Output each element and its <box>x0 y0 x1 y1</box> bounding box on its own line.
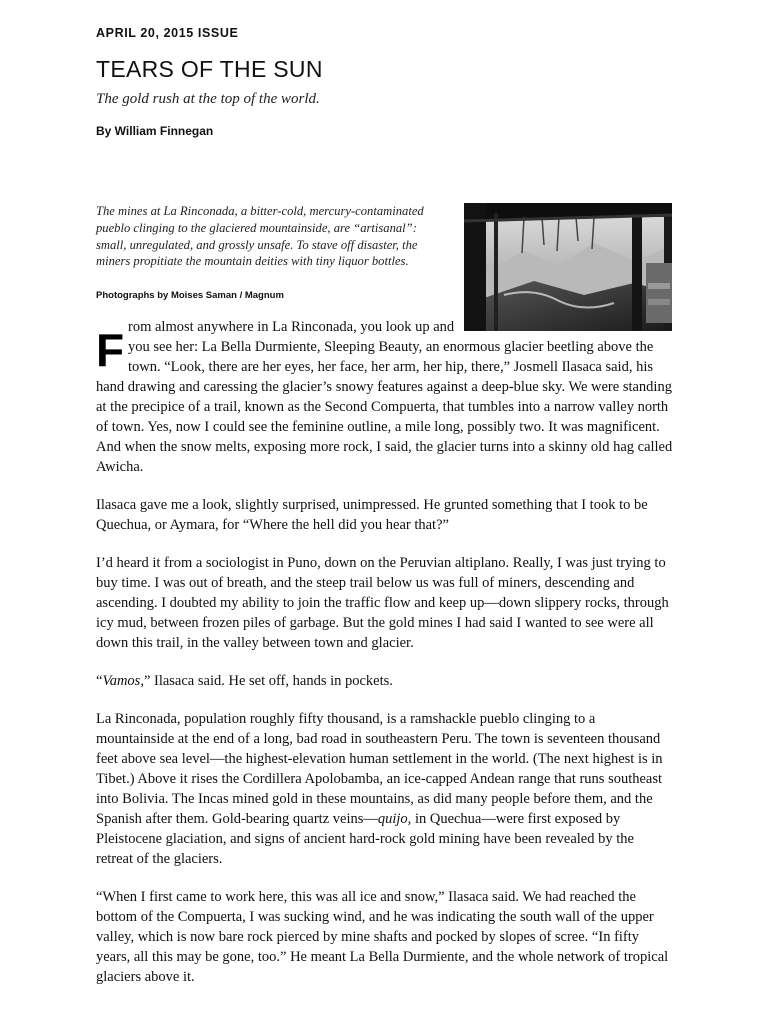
photo-caption: The mines at La Rinconada, a bitter-cold, mercury-contaminated pueblo clinging to the glaciered mountainside, are “artisanal”: small, unregulated, and grossly unsafe. To stave off disaster, the miners propitiate the mountain deities with tiny liquor bottles. <box>96 204 424 269</box>
byline[interactable]: By William Finnegan <box>96 124 214 138</box>
mine-shelter-photo[interactable] <box>464 203 672 331</box>
article-body <box>96 317 674 1005</box>
article-dek: The gold rush at the top of the world. <box>96 91 320 107</box>
drop-cap: F <box>96 324 125 376</box>
photo-illustration <box>464 203 672 331</box>
photo-credit: Photographs by Moises Saman / Magnum <box>96 290 284 301</box>
paragraph-4-rest: ,” Ilasaca said. He set off, hands in pockets. <box>140 673 393 689</box>
photo-wrap-spacer <box>460 317 674 331</box>
open-quote: “ <box>96 673 103 689</box>
issue-date: APRIL 20, 2015 ISSUE <box>96 26 239 40</box>
paragraph-3: I’d heard it from a sociologist in Puno, down on the Peruvian altiplano. Really, I was just trying to buy time. I was out of breath, and the steep trail below us was full of miners, descending and ascending. I doubted my ability to join the traffic flow and keep up—down slippery rocks, through icy mud, between frozen piles of garbage. But the gold mines I had said I wanted to see were all down this trail, in the valley between town and glacier. <box>96 555 669 651</box>
paragraph-5 <box>96 709 674 869</box>
article-title: TEARS OF THE SUN <box>96 56 323 82</box>
paragraph-5-after: in Quechua—were first exposed by Pleistocene glaciation, and signs of ancient hard-rock gold mining have been revealed by the retreat of the glaciers. <box>96 811 634 867</box>
paragraph-2: Ilasaca gave me a look, slightly surprised, unimpressed. He grunted something that I took to be Quechua, or Aymara, for “Where the hell did you hear that?” <box>96 497 648 533</box>
paragraph-4 <box>96 671 674 691</box>
paragraph-5-before: La Rinconada, population roughly fifty thousand, is a ramshackle pueblo clinging to a mountainside at the end of a long, bad road in southeastern Peru. The town is seventeen thousand feet above sea level—the highest-elevation human settlement in the world. (The next highest is in Tibet.) Above it rises the Cordillera Apolobamba, an ice-capped Andean range that runs southeast into Bolivia. The Incas mined gold in these mountains, as did many people before them, and the Spanish after them. Gold-bearing quartz veins— <box>96 711 663 827</box>
paragraph-6: “When I first came to work here, this was all ice and snow,” Ilasaca said. We had reached the bottom of the Compuerta, I was sucking wind, and he was indicating the south wall of the upper valley, which is now bare rock pierced by mine shafts and pocked by slopes of scree. “In fifty years, all this may be gone, too.” He meant La Bella Durmiente, and the whole network of tropical glaciers above it. <box>96 889 669 985</box>
vamos-italic: Vamos <box>102 673 141 689</box>
paragraph-1-text: rom almost anywhere in La Rinconada, you look up and you see her: La Bella Durmiente, Sleeping Beauty, an enormous glacier beetling above the town. “Look, there are her eyes, her face, her arm, her hip, there,” Josmell Ilasaca said, his hand drawing and caressing the glacier’s snowy features against a deep-blue sky. We were standing at the precipice of a trail, known as the Second Compuerta, that tumbles into a narrow valley north of town. Yes, now I could see the feminine outline, a mile long, possibly two. It was magnificent. And when the snow melts, exposing more rock, I said, the glacier turns into a skinny old hag called Awicha. <box>96 319 673 475</box>
paragraph-1 <box>96 317 674 477</box>
quijo-italic: quijo, <box>377 811 412 827</box>
